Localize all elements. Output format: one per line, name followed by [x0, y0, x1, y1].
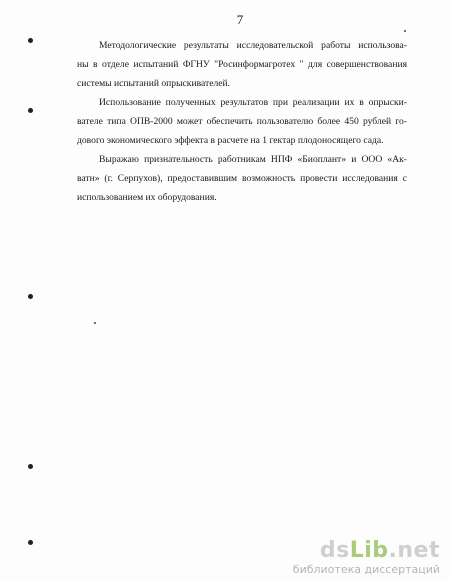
paragraph-line: системы испытаний опрыскивателей. [77, 78, 231, 89]
paragraph-line: ны в отделе испытаний ФГНУ "Росинформагротех " для совершенствования [77, 59, 407, 70]
scan-speck [404, 30, 406, 32]
binder-hole-mark [28, 294, 33, 299]
paragraph-line: использованием их оборудования. [77, 192, 217, 203]
paragraph-line: Выражаю признательность работникам НПФ «Биоплант» и ООО «Ак- [99, 154, 407, 165]
paragraph-line: Методологические результаты исследовательской работы использова- [99, 40, 407, 51]
paragraph-line: дового экономического эффекта в расчете на 1 гектар плодоносящего сада. [77, 135, 384, 146]
binder-hole-mark [28, 464, 33, 469]
paragraph-line: ватн» (г. Серпухов), предоставившим возможность провести исследования с [77, 173, 407, 184]
page-number: 7 [236, 12, 244, 27]
binder-hole-mark [28, 540, 33, 545]
binder-hole-mark [28, 108, 33, 113]
paragraph-line: вателе типа ОПВ-2000 может обеспечить пользователю более 450 рублей го- [77, 116, 407, 127]
watermark-subtitle: библиотека диссертаций [292, 563, 440, 576]
paragraph-1 [77, 36, 407, 93]
watermark-logo: dsLib.net [319, 538, 440, 563]
binder-hole-mark [28, 38, 33, 43]
paragraph-3 [77, 150, 407, 207]
watermark [293, 539, 440, 576]
scan-speck [94, 322, 96, 324]
paragraph-line: Использование полученных результатов при реализации их в опрыски- [99, 97, 407, 108]
paragraph-2 [77, 93, 407, 150]
